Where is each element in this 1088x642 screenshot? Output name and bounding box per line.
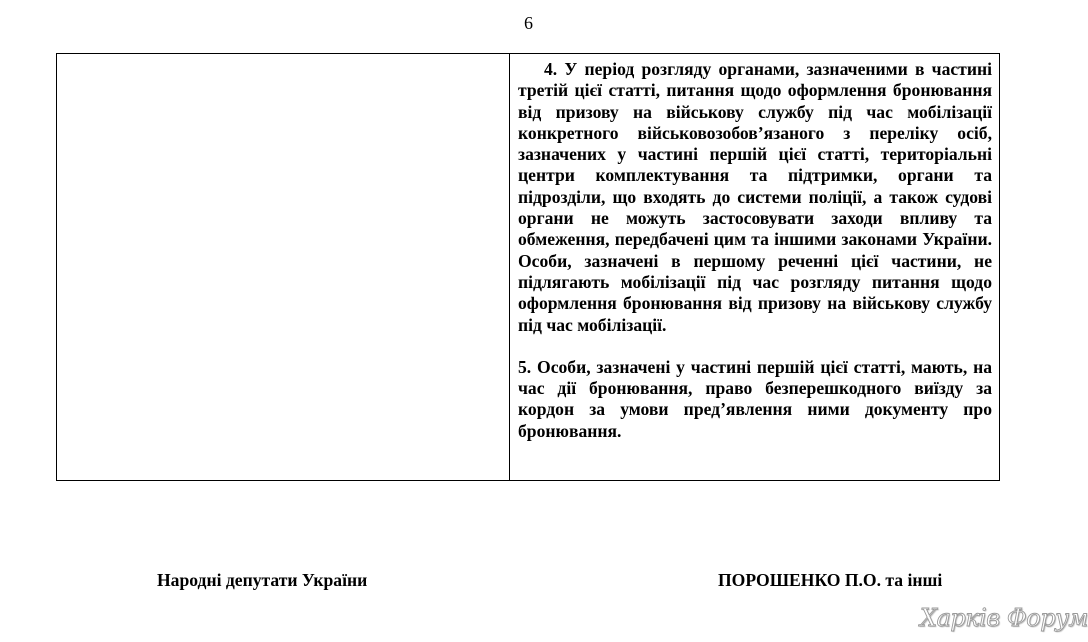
paragraph-4: 4. У період розгляду органами, зазначеними в частині третій цієї статті, питання щодо оформлення бронювання від призову на військову службу під час мобілізації конкретного військовозобов’язаного з переліку осіб, зазначених у частині першій цієї статті, територіальні центри комплектування та підтримки, органи та підрозділи, що входять до системи поліції, а також судові органи не можуть застосовувати заходи впливу та обмеження, передбачені цим та іншими законами України. Особи, зазначені в першому реченні цієї частини, не підлягають мобілізації під час розгляду питання щодо оформлення бронювання від призову на військову службу під час мобілізації. <box>518 59 992 335</box>
page-number: 6 <box>524 13 533 33</box>
table-cell-left <box>57 54 510 480</box>
watermark-logo: Харків Форум <box>920 604 1088 632</box>
comparison-table <box>56 53 1000 481</box>
signatories-label: Народні депутати України <box>157 570 368 590</box>
signatories-names: ПОРОШЕНКО П.О. та інші <box>718 570 943 590</box>
table-cell-right <box>510 54 999 480</box>
paragraph-5: 5. Особи, зазначені у частині першій цієї статті, мають, на час дії бронювання, право безперешкодного виїзду за кордон за умови пред’явлення ними документу про бронювання. <box>518 356 992 441</box>
